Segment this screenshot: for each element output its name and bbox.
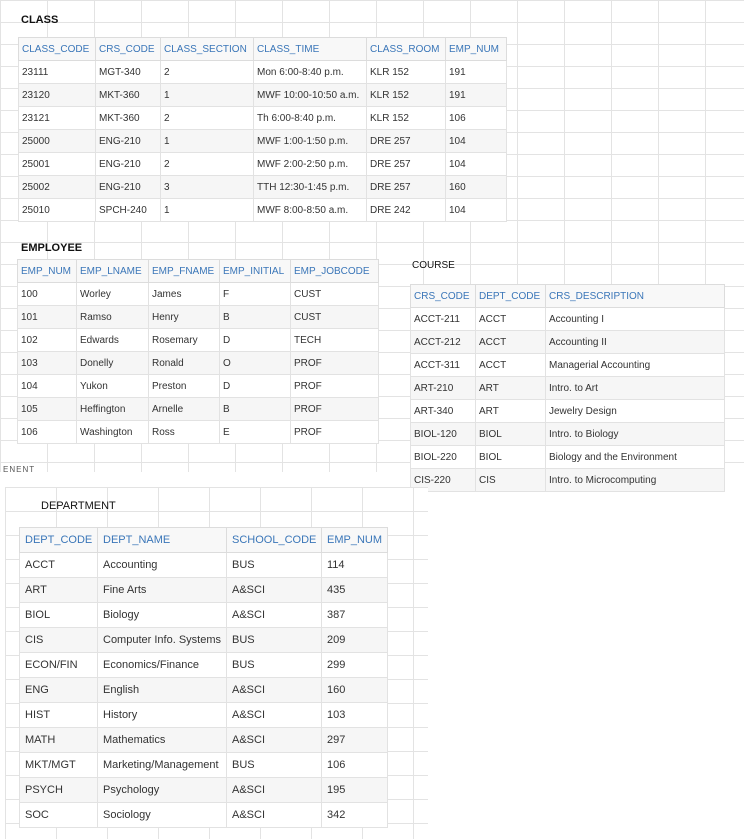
table-cell: 191 [446,61,507,84]
header-row [20,528,388,553]
table-cell: 25010 [19,199,96,222]
table-row [20,653,388,678]
table-cell: MWF 1:00-1:50 p.m. [254,130,367,153]
table-cell: ACCT [476,354,546,377]
table-cell: Ramso [77,306,149,329]
table-row [411,354,725,377]
table-cell: HIST [20,703,98,728]
table-cell: Arnelle [149,398,220,421]
table-cell: 25002 [19,176,96,199]
table-cell: 2 [161,61,254,84]
table-cell: 106 [446,107,507,130]
column-header: EMP_LNAME [77,260,149,283]
table-row [18,375,379,398]
table-cell: Biology [98,603,227,628]
table-cell: History [98,703,227,728]
header-row [411,285,725,308]
table-cell: James [149,283,220,306]
column-header: CLASS_SECTION [161,38,254,61]
table-cell: Accounting II [546,331,725,354]
cut-off-label: ENENT [3,465,36,474]
table-cell: Managerial Accounting [546,354,725,377]
table-cell: CUST [291,306,379,329]
column-header: EMP_NUM [446,38,507,61]
table-cell: A&SCI [227,603,322,628]
table-cell: ART [476,400,546,423]
table-cell: Mon 6:00-8:40 p.m. [254,61,367,84]
table-cell: Mathematics [98,728,227,753]
table-cell: ENG-210 [96,176,161,199]
table-cell: PROF [291,421,379,444]
column-header: CRS_CODE [96,38,161,61]
employee-title: EMPLOYEE [21,242,83,254]
table-row [18,283,379,306]
table-cell: ACCT [20,553,98,578]
table-row [20,578,388,603]
table-cell: 104 [18,375,77,398]
table-cell: A&SCI [227,678,322,703]
table-cell: 102 [18,329,77,352]
table-cell: Henry [149,306,220,329]
table-cell: 387 [322,603,388,628]
column-header: CRS_DESCRIPTION [546,285,725,308]
table-cell: A&SCI [227,703,322,728]
table-row [19,153,507,176]
table-cell: 104 [446,153,507,176]
table-cell: 106 [18,421,77,444]
table-cell: KLR 152 [367,84,446,107]
table-row [19,176,507,199]
table-row [20,628,388,653]
table-cell: DRE 242 [367,199,446,222]
table-cell: Biology and the Environment [546,446,725,469]
table-cell: 191 [446,84,507,107]
table-cell: MKT-360 [96,107,161,130]
table-cell: CUST [291,283,379,306]
table-cell: D [220,329,291,352]
header-row [18,260,379,283]
table-cell: MATH [20,728,98,753]
table-cell: Heffington [77,398,149,421]
table-cell: 25000 [19,130,96,153]
table-cell: DRE 257 [367,153,446,176]
table-cell: 1 [161,130,254,153]
table-cell: Marketing/Management [98,753,227,778]
table-cell: O [220,352,291,375]
table-cell: Preston [149,375,220,398]
table-cell: English [98,678,227,703]
table-row [18,329,379,352]
column-header: DEPT_CODE [20,528,98,553]
table-cell: 297 [322,728,388,753]
table-cell: 105 [18,398,77,421]
column-header: EMP_NUM [322,528,388,553]
table-cell: A&SCI [227,778,322,803]
table-cell: 100 [18,283,77,306]
table-cell: KLR 152 [367,107,446,130]
table-cell: ECON/FIN [20,653,98,678]
table-cell: E [220,421,291,444]
column-header: EMP_NUM [18,260,77,283]
table-cell: 23111 [19,61,96,84]
table-cell: Ross [149,421,220,444]
table-cell: CIS [476,469,546,492]
table-cell: Rosemary [149,329,220,352]
table-cell: PROF [291,352,379,375]
column-header: SCHOOL_CODE [227,528,322,553]
table-cell: PROF [291,375,379,398]
table-cell: MKT/MGT [20,753,98,778]
table-cell: ART [476,377,546,400]
table-cell: 1 [161,199,254,222]
table-cell: Intro. to Biology [546,423,725,446]
table-cell: Ronald [149,352,220,375]
table-row [18,352,379,375]
table-cell: D [220,375,291,398]
table-cell: A&SCI [227,578,322,603]
table-cell: Edwards [77,329,149,352]
table-row [411,308,725,331]
table-cell: B [220,398,291,421]
table-cell: ART-210 [411,377,476,400]
table-cell: SPCH-240 [96,199,161,222]
table-cell: Intro. to Microcomputing [546,469,725,492]
table-cell: ACCT [476,308,546,331]
table-cell: B [220,306,291,329]
table-cell: ACCT-212 [411,331,476,354]
table-row [19,199,507,222]
table-cell: PSYCH [20,778,98,803]
table-row [20,603,388,628]
table-cell: ART-340 [411,400,476,423]
table-cell: DRE 257 [367,130,446,153]
table-cell: Computer Info. Systems [98,628,227,653]
table-cell: BIOL-120 [411,423,476,446]
column-header: DEPT_CODE [476,285,546,308]
table-cell: ART [20,578,98,603]
table-cell: 2 [161,107,254,130]
table-cell: SOC [20,803,98,828]
class-table [18,37,507,222]
column-header: EMP_INITIAL [220,260,291,283]
table-cell: 160 [322,678,388,703]
table-cell: 195 [322,778,388,803]
table-cell: 435 [322,578,388,603]
column-header: CRS_CODE [411,285,476,308]
table-cell: 23120 [19,84,96,107]
table-row [20,728,388,753]
table-cell: 342 [322,803,388,828]
table-row [18,421,379,444]
table-row [19,84,507,107]
table-cell: Economics/Finance [98,653,227,678]
table-cell: PROF [291,398,379,421]
course-table [410,284,725,492]
table-cell: A&SCI [227,728,322,753]
table-cell: BUS [227,553,322,578]
column-header: CLASS_ROOM [367,38,446,61]
table-cell: BIOL [476,423,546,446]
table-cell: 1 [161,84,254,107]
table-row [411,423,725,446]
table-row [20,803,388,828]
column-header: DEPT_NAME [98,528,227,553]
table-cell: Fine Arts [98,578,227,603]
table-cell: Jewelry Design [546,400,725,423]
table-cell: CIS-220 [411,469,476,492]
table-cell: 23121 [19,107,96,130]
department-table [19,527,388,828]
department-title: DEPARTMENT [41,500,116,512]
table-row [19,61,507,84]
table-cell: A&SCI [227,803,322,828]
table-row [20,553,388,578]
table-cell: Psychology [98,778,227,803]
table-cell: ACCT-311 [411,354,476,377]
column-header: EMP_FNAME [149,260,220,283]
table-cell: BIOL [20,603,98,628]
table-cell: Intro. to Art [546,377,725,400]
table-row [18,398,379,421]
table-cell: 2 [161,153,254,176]
table-cell: 104 [446,199,507,222]
table-cell: F [220,283,291,306]
table-cell: 3 [161,176,254,199]
column-header: EMP_JOBCODE [291,260,379,283]
table-cell: TECH [291,329,379,352]
table-cell: CIS [20,628,98,653]
table-row [411,469,725,492]
table-row [19,130,507,153]
table-cell: BIOL-220 [411,446,476,469]
course-title: COURSE [412,260,455,271]
table-cell: Washington [77,421,149,444]
column-header: CLASS_TIME [254,38,367,61]
table-cell: Yukon [77,375,149,398]
table-cell: MWF 2:00-2:50 p.m. [254,153,367,176]
table-cell: KLR 152 [367,61,446,84]
table-cell: 209 [322,628,388,653]
table-cell: 299 [322,653,388,678]
table-cell: MKT-360 [96,84,161,107]
table-cell: TTH 12:30-1:45 p.m. [254,176,367,199]
table-cell: BIOL [476,446,546,469]
table-row [411,400,725,423]
table-cell: 104 [446,130,507,153]
table-row [18,306,379,329]
table-cell: Sociology [98,803,227,828]
table-cell: 103 [18,352,77,375]
table-cell: Th 6:00-8:40 p.m. [254,107,367,130]
table-row [411,331,725,354]
table-cell: MWF 8:00-8:50 a.m. [254,199,367,222]
table-cell: Donelly [77,352,149,375]
table-row [20,703,388,728]
class-title: CLASS [21,14,59,26]
table-cell: Accounting [98,553,227,578]
table-row [19,107,507,130]
table-cell: Accounting I [546,308,725,331]
table-cell: BUS [227,628,322,653]
table-cell: ENG-210 [96,130,161,153]
table-cell: 25001 [19,153,96,176]
column-header: CLASS_CODE [19,38,96,61]
table-cell: ENG-210 [96,153,161,176]
table-cell: BUS [227,653,322,678]
table-cell: 101 [18,306,77,329]
header-row [19,38,507,61]
table-cell: 103 [322,703,388,728]
table-row [20,753,388,778]
table-cell: DRE 257 [367,176,446,199]
table-row [20,678,388,703]
table-row [411,446,725,469]
table-cell: MGT-340 [96,61,161,84]
table-cell: ACCT [476,331,546,354]
table-cell: BUS [227,753,322,778]
table-cell: ENG [20,678,98,703]
table-cell: 114 [322,553,388,578]
table-row [20,778,388,803]
table-cell: ACCT-211 [411,308,476,331]
table-cell: Worley [77,283,149,306]
table-cell: 106 [322,753,388,778]
table-cell: MWF 10:00-10:50 a.m. [254,84,367,107]
table-cell: 160 [446,176,507,199]
employee-table [17,259,379,444]
table-row [411,377,725,400]
